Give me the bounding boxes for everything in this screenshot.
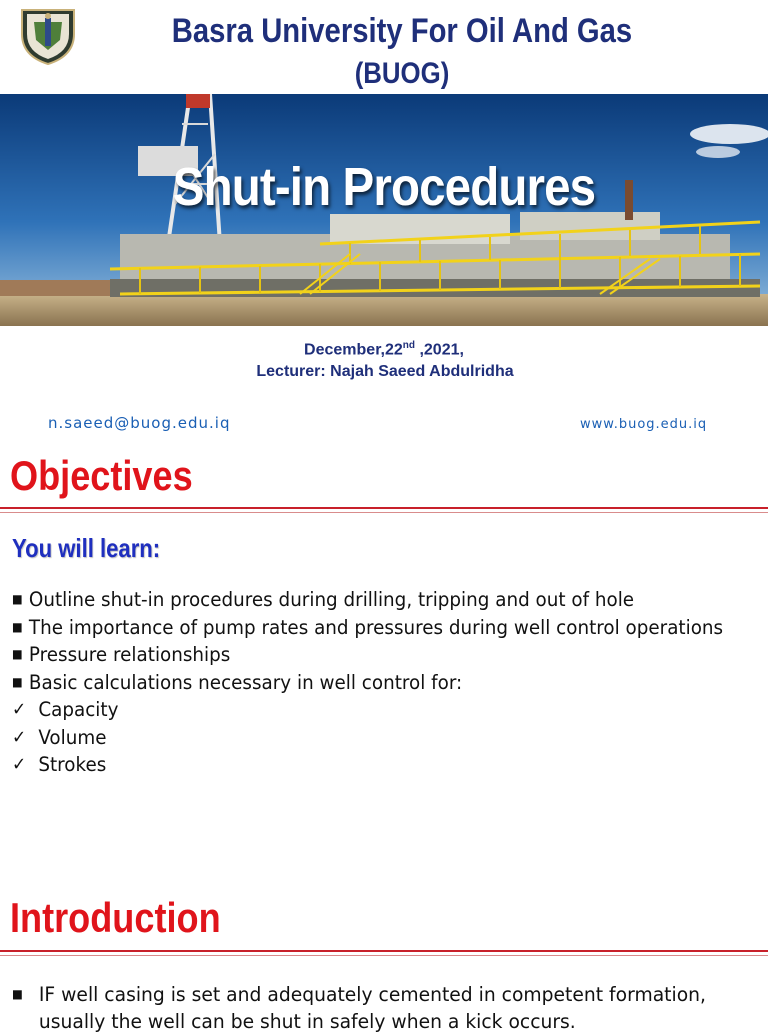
website-link[interactable]: www.buog.edu.iq	[580, 417, 708, 432]
introduction-bullet	[12, 981, 738, 1035]
check-mark-icon: ✓	[12, 726, 27, 748]
list-item: ■ The importance of pump rates and pressures during well control operations	[12, 614, 717, 642]
university-title: Basra University For Oil And Gas	[171, 12, 633, 50]
university-acronym: (BUOG)	[354, 57, 450, 90]
lecturer-name: Lecturer: Najah Saeed Abdulridha	[256, 363, 514, 380]
list-item: ✓ Strokes	[12, 751, 717, 779]
introduction-text: IF well casing is set and adequately cemented in competent formation, usually the well can be shut in safely when a kick occurs.	[38, 983, 706, 1033]
objectives-subheading: You will learn:	[12, 533, 161, 563]
section-divider	[0, 950, 768, 952]
check-mark-icon: ✓	[12, 754, 27, 775]
check-mark-icon: ✓	[12, 699, 27, 720]
square-bullet-icon: ■	[12, 647, 23, 661]
drilling-rig-banner	[0, 94, 768, 326]
list-item: ✓ Volume	[12, 724, 717, 752]
list-item: ■ Outline shut-in procedures during drilling, tripping and out of hole	[12, 586, 717, 614]
list-item: ■ Basic calculations necessary in well control for:	[12, 669, 717, 697]
objectives-list	[12, 586, 762, 779]
slide-title: Shut-in Procedures	[172, 157, 596, 217]
section-divider-thin	[0, 512, 768, 513]
introduction-heading: Introduction	[10, 894, 221, 941]
date-suffix-ordinal: nd	[402, 340, 415, 351]
square-bullet-icon: ■	[12, 987, 23, 1001]
list-item: ■ Pressure relationships	[12, 641, 717, 669]
square-bullet-icon: ■	[12, 619, 23, 634]
square-bullet-icon: ■	[12, 592, 23, 606]
objectives-heading: Objectives	[10, 452, 193, 499]
square-bullet-icon: ■	[12, 674, 23, 689]
email-link[interactable]: n.saeed@buog.edu.iq	[48, 414, 231, 432]
date-suffix: ,2021,	[415, 341, 464, 359]
section-divider	[0, 507, 768, 509]
university-crest-icon	[14, 4, 82, 66]
section-divider-thin	[0, 955, 768, 956]
date-prefix: December,22	[304, 341, 403, 359]
list-item: ✓ Capacity	[12, 696, 717, 724]
lecture-date	[0, 340, 768, 359]
